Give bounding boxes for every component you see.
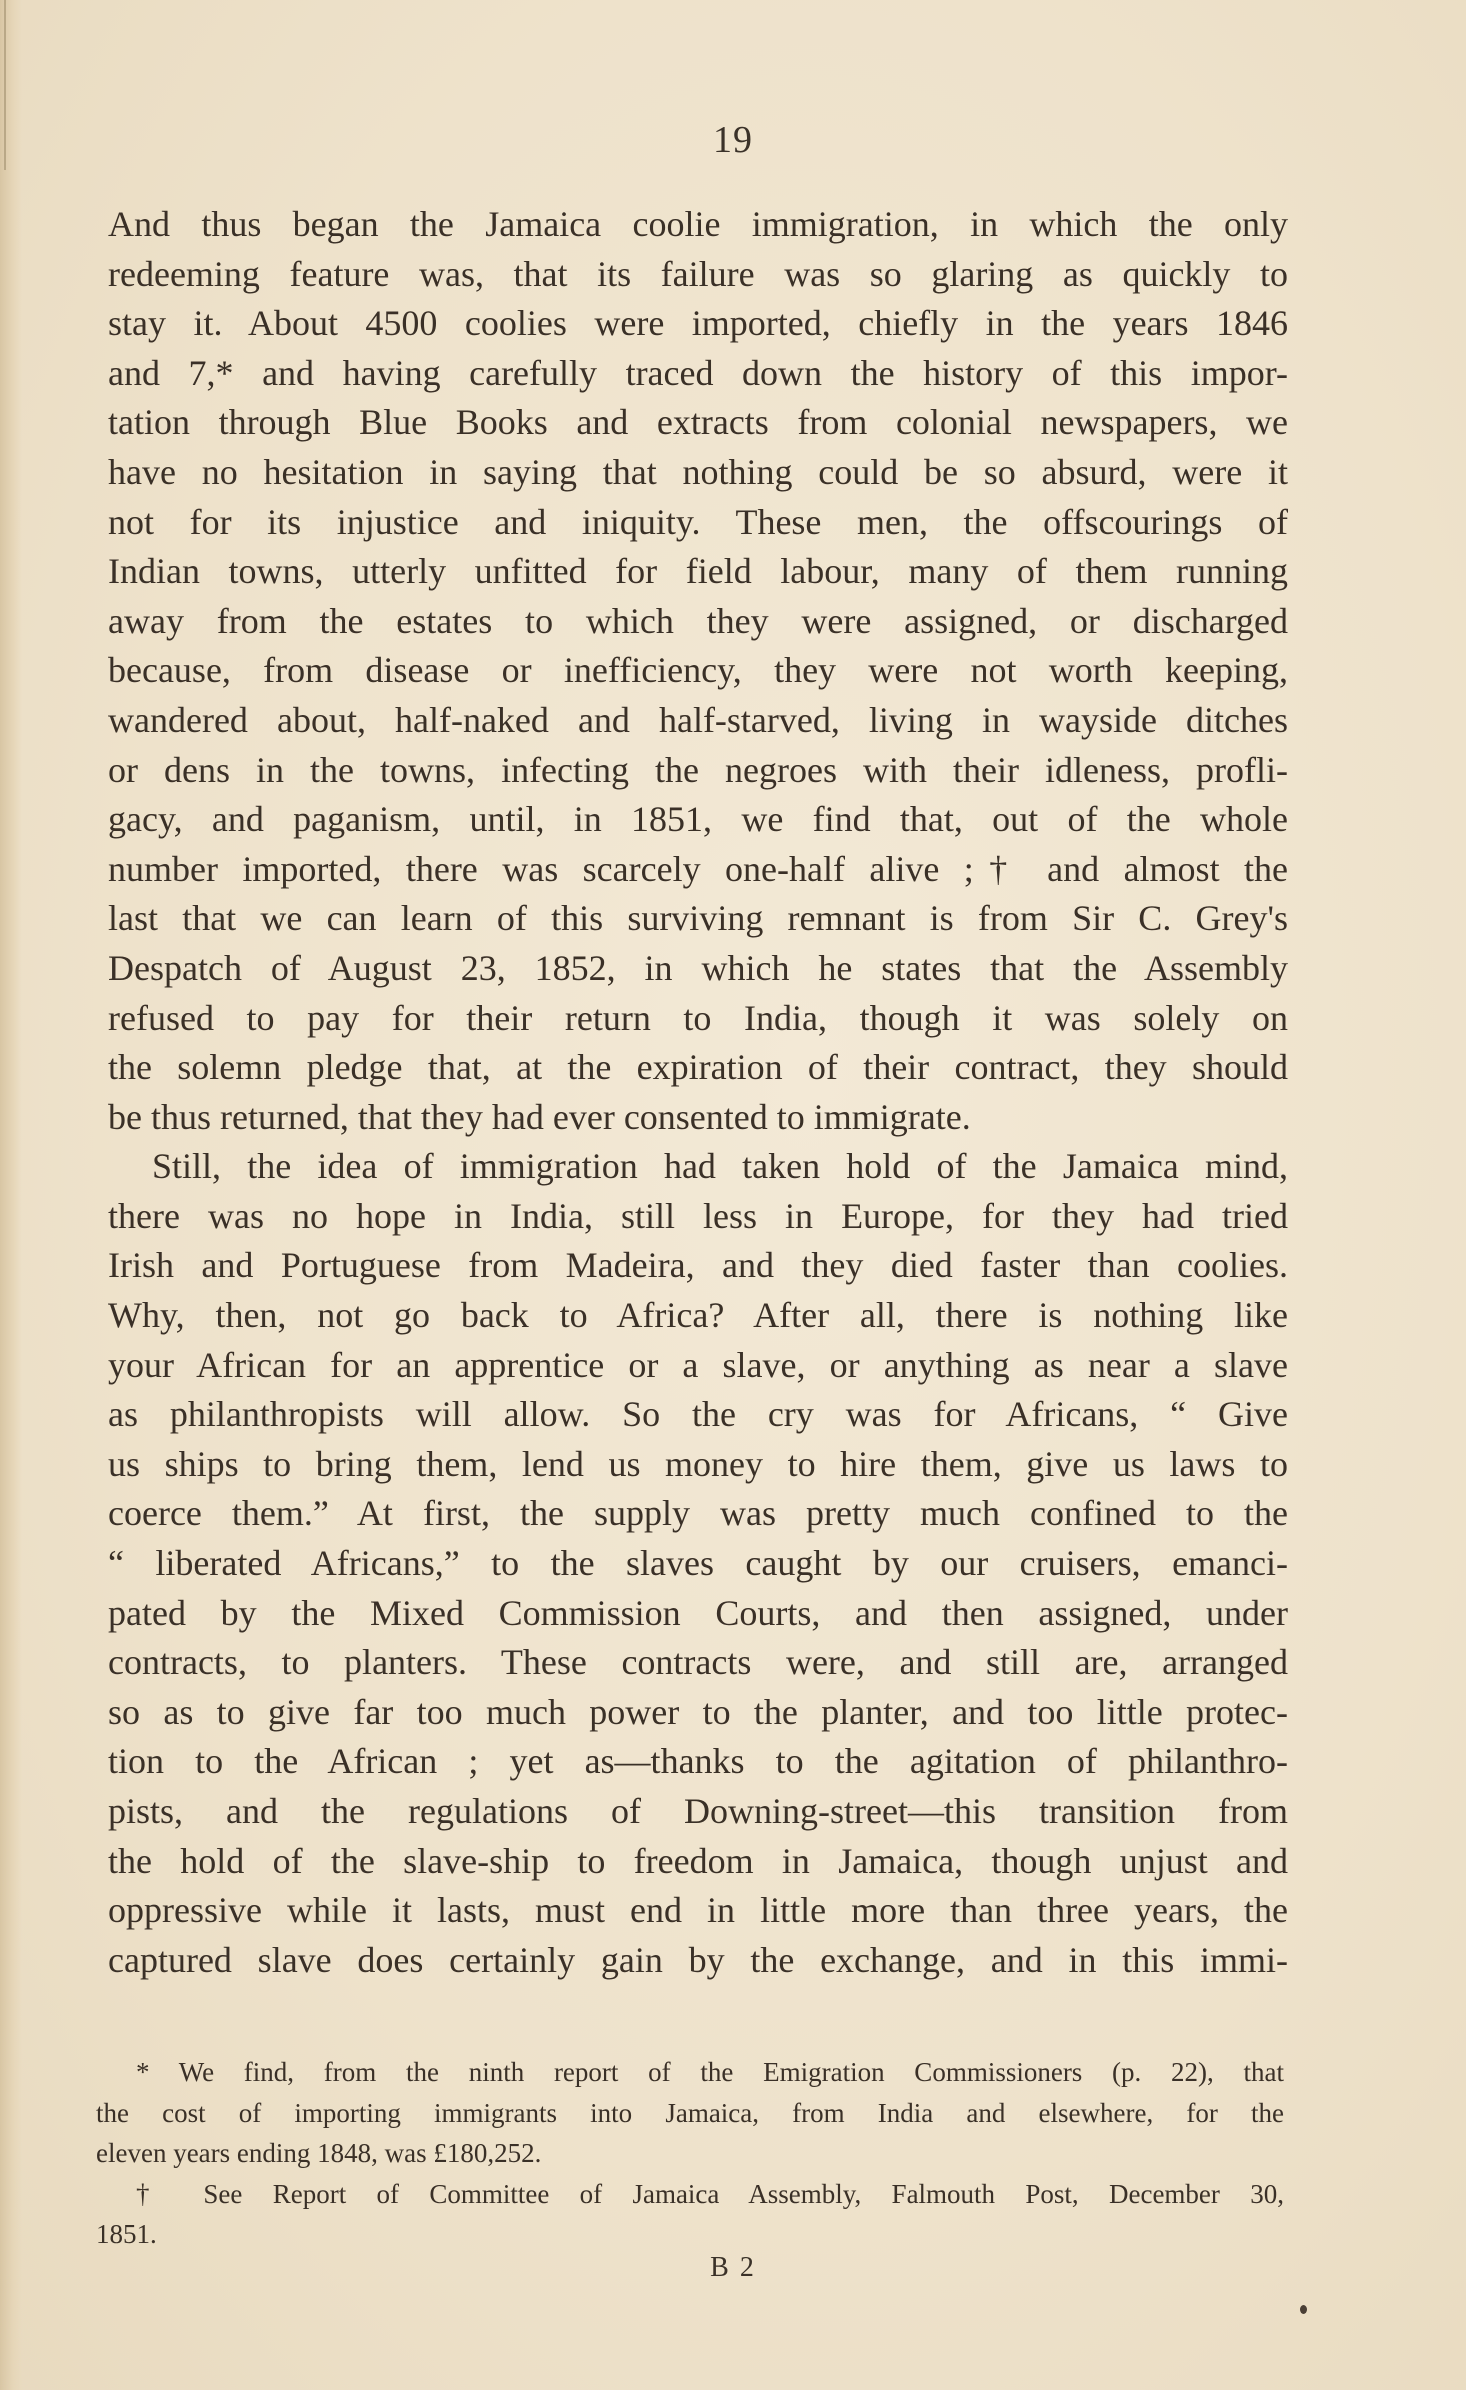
binding-shadow xyxy=(0,0,22,2390)
text-line: And thus began the Jamaica coolie immigration, in which the only xyxy=(108,204,1288,244)
page-number: 19 xyxy=(713,119,753,161)
text-line: captured slave does certainly gain by the exchange, and in this immi- xyxy=(108,1939,1288,1980)
text-line: there was no hope in India, still less in Europe, for they had tried xyxy=(108,1195,1288,1236)
text-line: have no hesitation in saying that nothing could be so absurd, were it xyxy=(108,451,1288,492)
text-line: coerce them.” At first, the supply was pretty much confined to the xyxy=(108,1493,1288,1534)
footnote-line: eleven years ending 1848, was £180,252. xyxy=(96,2138,542,2168)
text-line: because, from disease or inefficiency, they were not worth keeping, xyxy=(108,650,1288,691)
text-line: the hold of the slave-ship to freedom in Jamaica, though unjust and xyxy=(108,1840,1288,1881)
text-line: Still, the idea of immigration had taken hold of the Jamaica mind, xyxy=(152,1146,1288,1187)
text-line: wandered about, half-naked and half-starved, living in wayside ditches xyxy=(108,699,1288,740)
footnote-line: † See Report of Committee of Jamaica Assembly, Falmouth Post, December 30, xyxy=(136,2178,1284,2209)
text-line: us ships to bring them, lend us money to hire them, give us laws to xyxy=(108,1443,1288,1484)
text-line: the solemn pledge that, at the expiration of their contract, they should xyxy=(108,1047,1288,1088)
text-line: be thus returned, that they had ever consented to immigrate. xyxy=(108,1096,971,1137)
text-line: redeeming feature was, that its failure was so glaring as quickly to xyxy=(108,253,1288,294)
body-text xyxy=(108,200,1288,1985)
text-line: pated by the Mixed Commission Courts, and then assigned, under xyxy=(108,1592,1288,1633)
text-line: as philanthropists will allow. So the cry was for Africans, “ Give xyxy=(108,1394,1288,1435)
text-line: Indian towns, utterly unfitted for field labour, many of them running xyxy=(108,551,1288,592)
text-line: last that we can learn of this surviving remnant is from Sir C. Grey's xyxy=(108,898,1288,939)
text-line: pists, and the regulations of Downing-street—this transition from xyxy=(108,1791,1288,1831)
text-line: tation through Blue Books and extracts from colonial newspapers, we xyxy=(108,402,1288,443)
text-line: “ liberated Africans,” to the slaves caught by our cruisers, emanci- xyxy=(108,1543,1288,1584)
text-line: so as to give far too much power to the planter, and too little protec- xyxy=(108,1691,1288,1732)
signature-mark: B 2 xyxy=(710,2252,756,2283)
footnotes xyxy=(96,2052,1284,2255)
text-line: number imported, there was scarcely one-half alive ;† and almost the xyxy=(108,848,1288,889)
footnote-line: 1851. xyxy=(96,2219,157,2249)
text-line: away from the estates to which they were assigned, or discharged xyxy=(108,600,1288,641)
text-line: gacy, and paganism, until, in 1851, we find that, out of the whole xyxy=(108,799,1288,840)
text-line: contracts, to planters. These contracts were, and still are, arranged xyxy=(108,1642,1288,1683)
text-line: or dens in the towns, infecting the negroes with their idleness, profli- xyxy=(108,749,1288,790)
footnote-line: the cost of importing immigrants into Jamaica, from India and elsewhere, for the xyxy=(96,2097,1284,2128)
text-line: refused to pay for their return to India, though it was solely on xyxy=(108,997,1288,1038)
text-line: Why, then, not go back to Africa? After all, there is nothing like xyxy=(108,1295,1288,1336)
footnote-line: * We find, from the ninth report of the Emigration Commissioners (p. 22), that xyxy=(136,2057,1284,2087)
ink-speck xyxy=(1300,2305,1307,2314)
text-line: and 7,* and having carefully traced down the history of this impor- xyxy=(108,352,1288,393)
text-line: not for its injustice and iniquity. These men, the offscourings of xyxy=(108,501,1288,542)
text-line: Despatch of August 23, 1852, in which he states that the Assembly xyxy=(108,947,1288,988)
text-line: stay it. About 4500 coolies were imported, chiefly in the years 1846 xyxy=(108,303,1288,344)
text-line: Irish and Portuguese from Madeira, and they died faster than coolies. xyxy=(108,1245,1288,1286)
text-line: oppressive while it lasts, must end in little more than three years, the xyxy=(108,1890,1288,1931)
text-line: your African for an apprentice or a slave, or anything as near a slave xyxy=(108,1344,1288,1385)
text-line: tion to the African ; yet as—thanks to the agitation of philanthro- xyxy=(108,1741,1288,1782)
